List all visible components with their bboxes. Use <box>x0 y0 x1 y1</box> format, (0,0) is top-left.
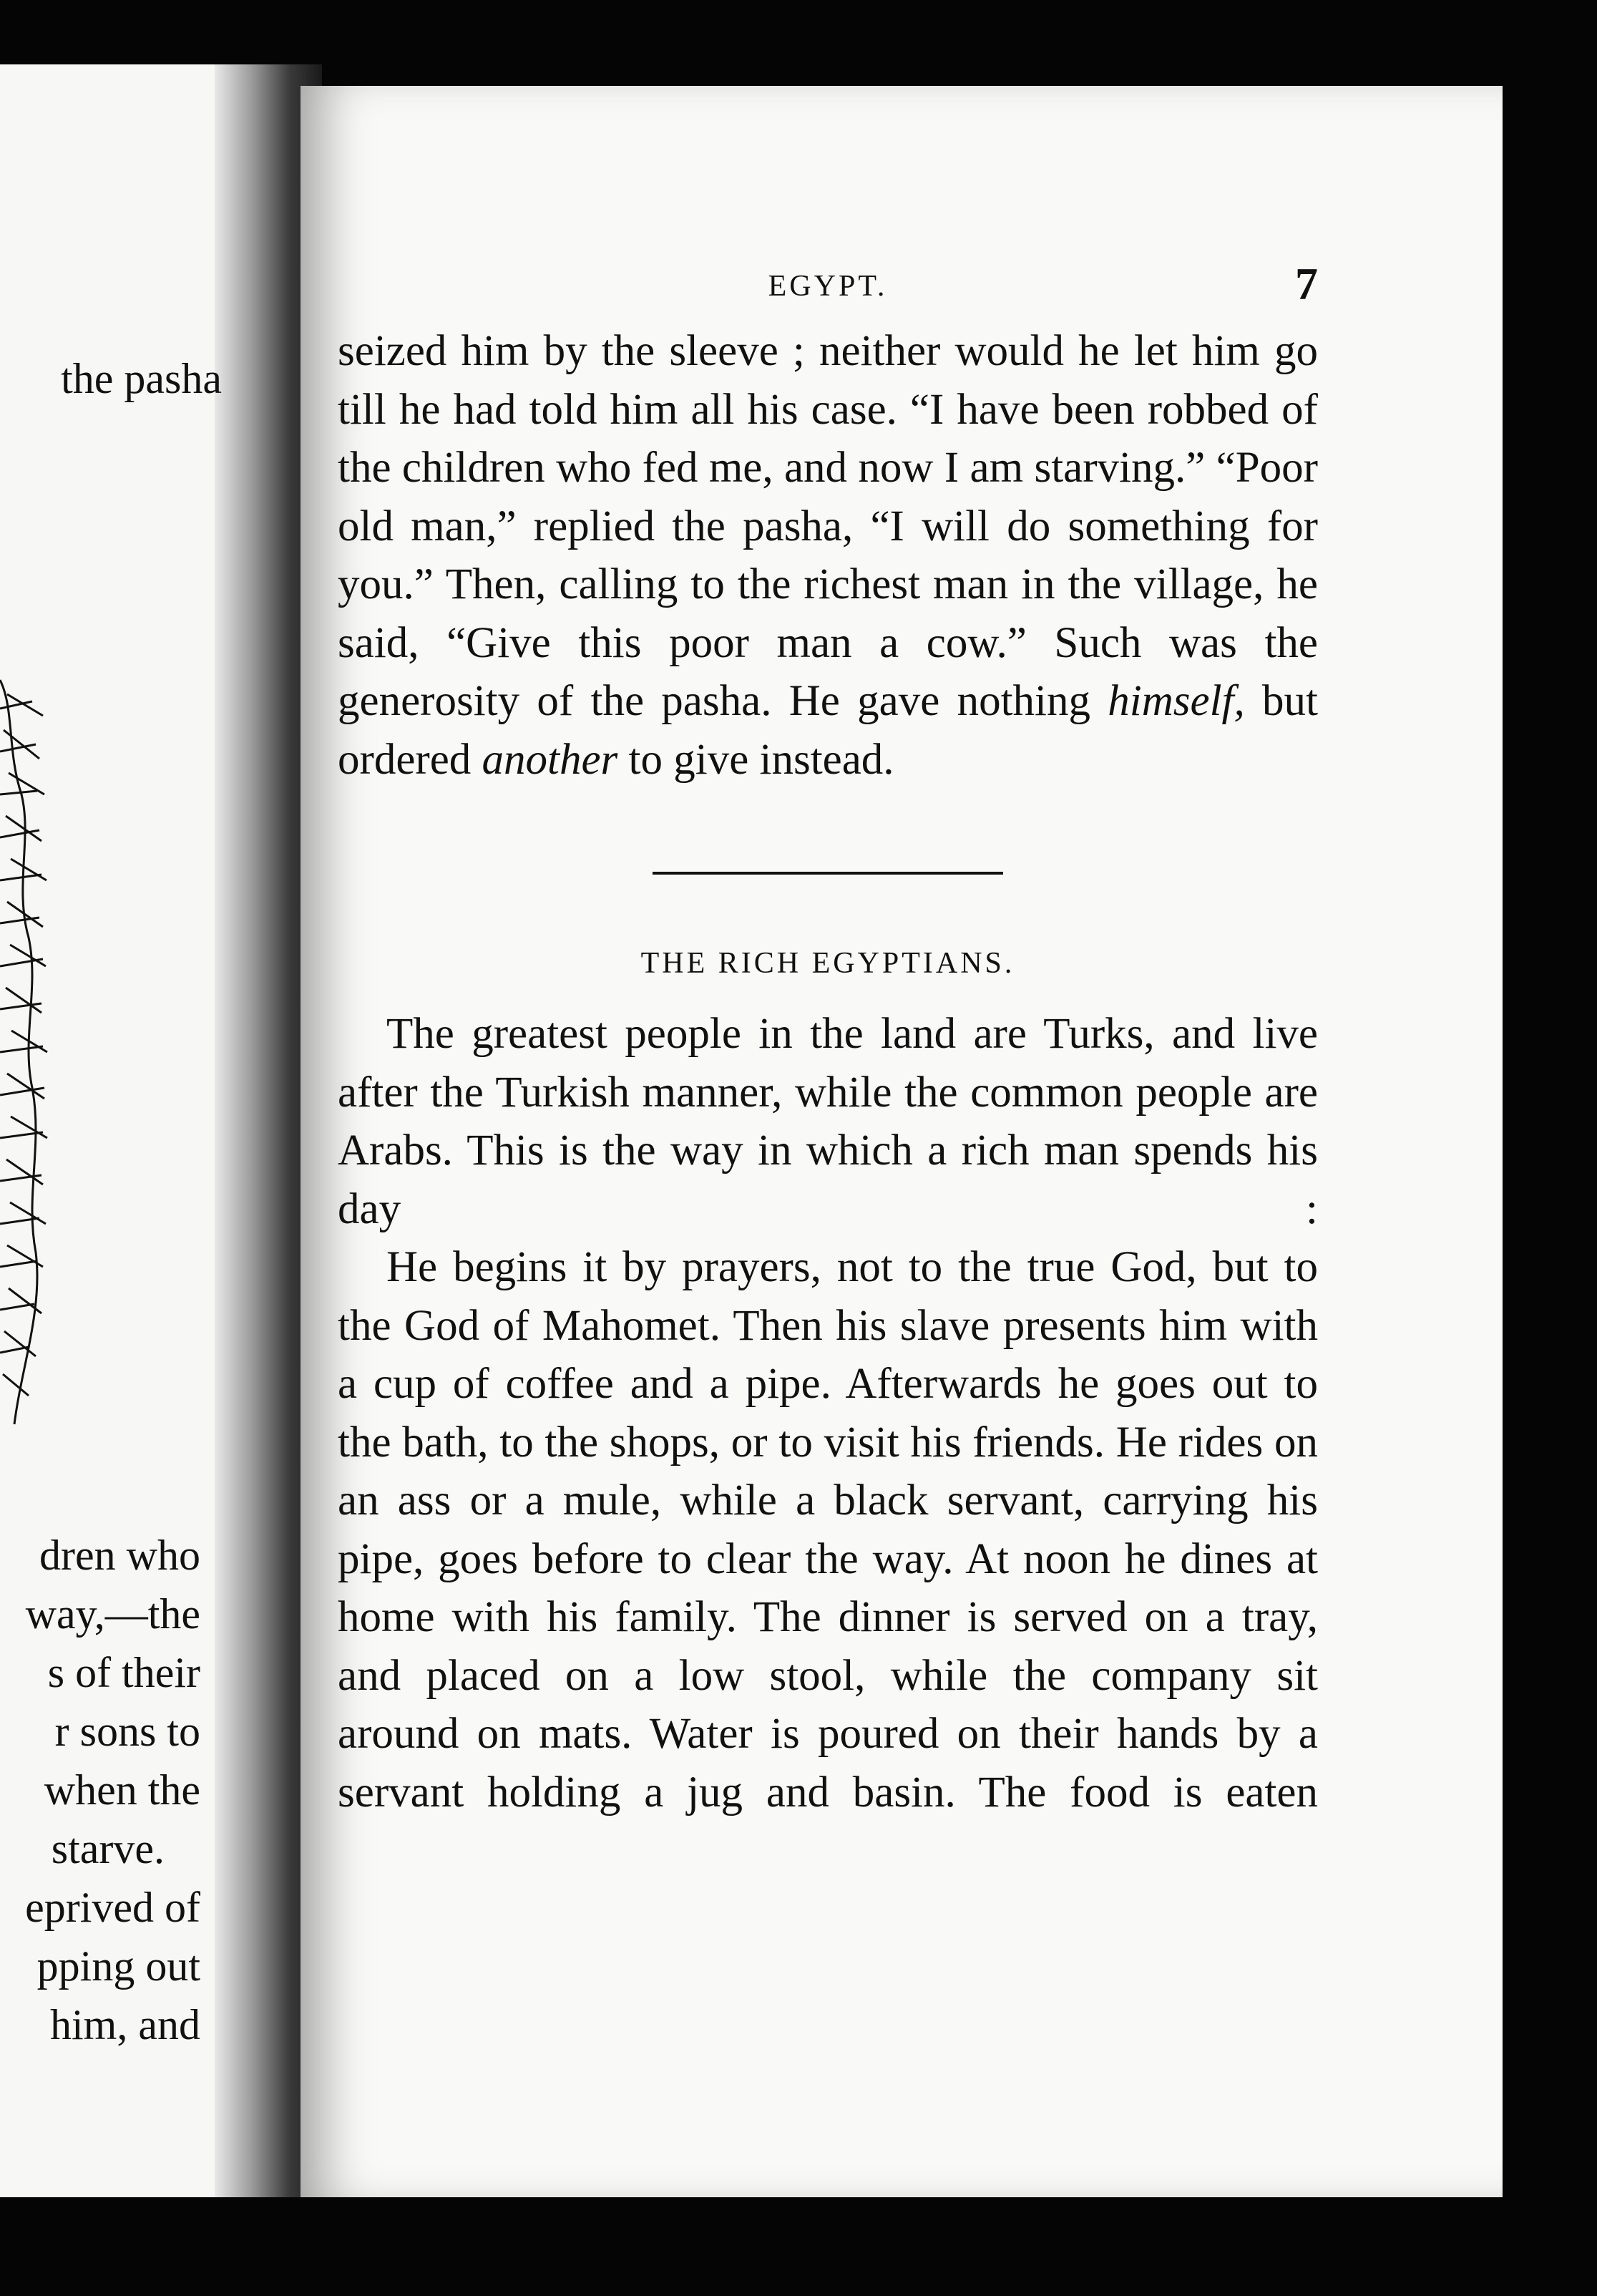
running-header <box>338 258 1318 322</box>
left-page-line: when the <box>44 1766 200 1814</box>
section-divider-rule <box>653 872 1003 875</box>
left-page-line: r sons to <box>54 1708 200 1755</box>
section-heading: THE RICH EGYPTIANS. <box>640 947 1015 980</box>
page-body <box>338 258 1318 1821</box>
left-page-line: starve. <box>51 1825 165 1872</box>
italic-word-another: another <box>482 735 618 784</box>
paragraph-pasha-story <box>338 322 1318 789</box>
left-page-line: the pasha <box>61 355 222 402</box>
engraving-illustration-fragment <box>0 651 57 1439</box>
left-page-line: pping out <box>36 1942 200 1990</box>
italic-word-himself: himself, <box>1108 677 1245 725</box>
paragraph-text: seized him by the sleeve ; neither would he let him go till he had told him all his case. “I have been robbed of the children who fed me, and now I am starving.” “Poor old man,” replied the pasha, “I will do something for you.” Then, calling to the richest man in the village, he said, “Give this poor man a cow.” Such was the generosity of the pasha. He gave nothing <box>338 327 1318 725</box>
running-header-title: EGYPT. <box>768 270 888 303</box>
left-page-line: eprived of <box>25 1884 200 1931</box>
paragraph-rich-egyptians-intro: The greatest people in the land are Turks, and live after the Turkish manner, while the common people are Arabs. This is the way in which a rich man spends his day : <box>338 1010 1318 1233</box>
left-page-line: way,—the <box>25 1590 200 1638</box>
paragraph-text: to give instead. <box>617 735 894 784</box>
paragraph-text: but ordered <box>338 677 1318 784</box>
paragraph-daily-routine: He begins it by prayers, not to the true God, but to the God of Mahomet. Then his slave presents him with a cup of coffee and a pipe. Afterwards he goes out to the bath, to the shops, or to visit his friends. He rides on an ass or a mule, while a black servant, carrying his pipe, goes before to clear the way. At noon he dines at home with his family. The dinner is served on a tray, and placed on a low stool, while the company sit around on mats. Water is poured on their hands by a servant holding a jug and basin. The food is eaten <box>338 1243 1318 1816</box>
left-page-line: dren who <box>39 1532 200 1579</box>
left-page-line: s of their <box>47 1649 200 1696</box>
page-number: 7 <box>1295 258 1318 309</box>
left-page-line: him, and <box>50 2001 200 2048</box>
